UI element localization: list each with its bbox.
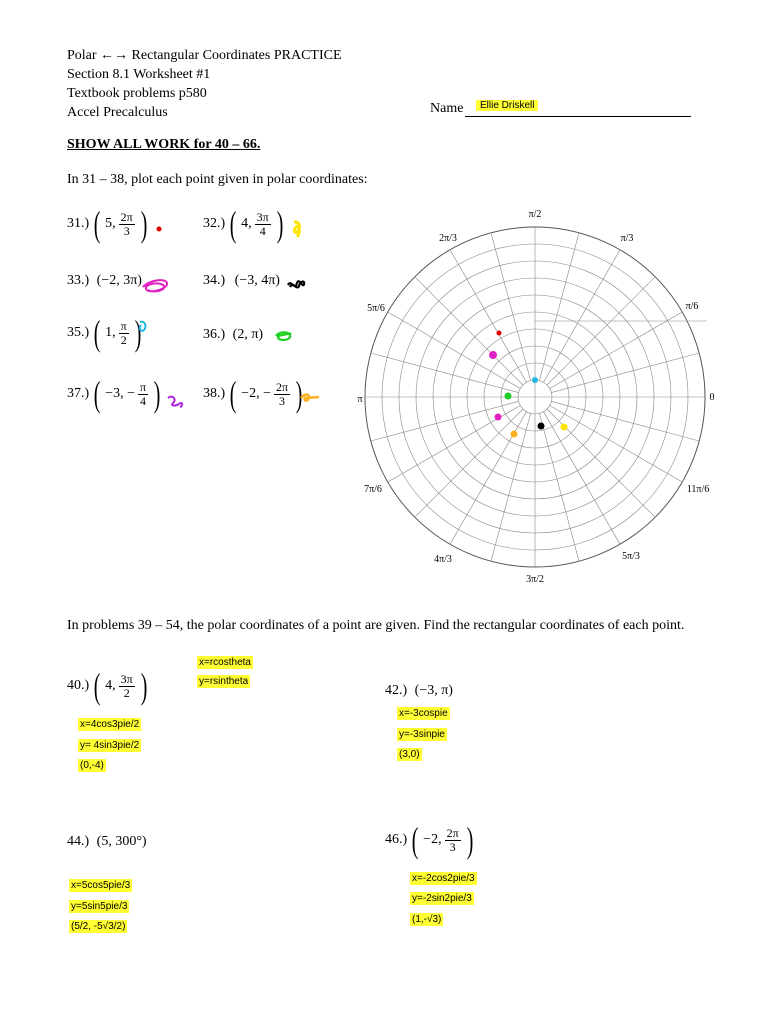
plot-mark-magenta [489,351,497,359]
green-scribble-mark [272,328,296,344]
answer-40-x [78,716,141,732]
fraction-denominator: 3 [449,839,456,854]
name-label: Name [430,101,464,116]
fraction-denominator: 3 [279,393,285,408]
angle-label-pi-6: π/6 [685,301,699,312]
angle-label-7pi-6: 7π/6 [364,484,382,495]
black-scribble-mark [285,277,307,293]
problem-label: 32.) [203,216,226,231]
red-scribble-mark [150,222,170,236]
answer-text: y= 4sin3pie/2 [80,740,140,751]
grid-spoke [550,406,683,483]
answer-44-x [69,877,132,893]
problem-term: 4, [105,678,116,693]
problem-44 [67,834,147,850]
answer-text: x=4cos3pie/2 [80,719,140,730]
fraction-denominator: 4 [140,393,146,408]
problem-term: −2, − [241,386,271,401]
answer-40-result [78,757,106,773]
name-line [465,116,691,117]
angle-label-pi-3: π/3 [620,233,634,244]
answer-text: x=-2cos2pie/3 [412,873,475,884]
formula-y-text: y=rsintheta [199,676,249,687]
problem-36 [203,327,263,343]
grid-spoke [539,413,579,561]
answer-text: y=5sin5pie/3 [71,901,128,912]
answer-text: (3,0) [399,749,420,760]
answer-text: (5/2, -5√3/2) [71,921,126,932]
problem-term: −2, [423,832,442,847]
problem-term: 4, [241,216,252,231]
answer-text: x=-3cospie [399,708,448,719]
worksheet-header [67,46,342,122]
problem-46: 46.) ( −2, $\frac{2\pi}{3}$ ) [385,820,473,860]
angle-label-5pi-6: 5π/6 [367,303,385,314]
problem-33 [67,273,142,289]
fraction-numerator: π [139,379,147,394]
fraction-numerator: 2π [446,825,459,840]
plot-mark-magenta-2 [495,414,502,421]
problem-label: 31.) [67,216,90,231]
problem-40: 40.) ( 4, $\frac{3\pi}{2}$ ) [67,666,148,706]
grid-spoke [491,413,531,561]
fraction-numerator: π [120,318,127,333]
answer-40-y [78,737,141,753]
problem-34 [203,273,280,289]
answer-42-y [397,726,447,742]
grid-spoke [371,401,519,441]
header-section: Section 8.1 Worksheet #1 [67,67,211,82]
answer-text: y=-2sin2pie/3 [412,893,472,904]
grid-spoke [415,409,523,517]
plot-mark-black [538,423,545,430]
grid-spoke [551,353,699,393]
problem-32: 32.) ( 4, $\frac{3\pi}{4}$ ) [203,204,284,244]
problem-term: −3, − [105,386,135,401]
grid-spoke [491,233,531,381]
problem-label: 42.) [385,683,408,698]
rect-instructions: In problems 39 – 54, the polar coordinates of a point are given. Find the rectangular coordinates of each point. [67,618,685,633]
show-work-heading: SHOW ALL WORK for 40 – 66. [67,137,261,152]
answer-44-result [69,918,127,934]
grid-spoke [547,277,655,385]
problem-term: (−2, 3π) [96,273,142,288]
problem-label: 36.) [203,327,226,342]
problem-term: (−3, 4π) [234,273,280,288]
angle-label-3pi-2: 3π/2 [526,574,544,585]
problem-42 [385,683,453,699]
answer-46-y [410,890,474,906]
answer-46-x [410,870,477,886]
angle-label-4pi-3: 4π/3 [434,554,452,565]
plot-mark-yellow [561,424,568,431]
problem-label: 33.) [67,273,90,288]
answer-42-result [397,746,422,762]
fraction-denominator: 4 [259,223,266,238]
grid-spoke [539,233,579,381]
grid-spoke [371,353,519,393]
problem-35: 35.) ( 1, $\frac{\pi}{2}$ ) [67,313,142,353]
fraction-denominator: 2 [123,685,130,700]
fraction-denominator: 2 [120,332,127,347]
polar-grid [340,200,720,590]
grid-spoke [550,312,683,389]
problem-term: 5, [105,216,116,231]
problem-term: (2, π) [232,327,264,342]
angle-label-0: 0 [709,392,715,403]
formula-y [197,673,250,689]
problem-label: 37.) [67,386,90,401]
problem-label: 34.) [203,273,226,288]
header-course: Accel Precalculus [67,105,168,120]
problem-label: 44.) [67,834,90,849]
fraction-numerator: 3π [120,671,133,686]
problem-label: 35.) [67,325,90,340]
name-field[interactable] [476,97,538,113]
plot-mark-green [505,393,512,400]
plot-mark-orange [511,431,518,438]
answer-46-result [410,911,443,927]
cyan-scribble-mark [135,318,151,338]
purple-scribble-mark [165,392,187,410]
yellow-scribble-mark [289,219,305,241]
fraction-numerator: 2π [275,379,289,394]
formula-x-text: x=rcostheta [199,657,251,668]
fraction-denominator: 3 [123,223,130,238]
plot-mark-cyan [532,377,538,383]
angle-label-pi-2: π/2 [528,209,542,220]
header-textbook: Textbook problems p580 [67,86,207,101]
answer-text: x=5cos5pie/3 [71,880,131,891]
name-value: Ellie Driskell [476,100,538,111]
problem-38: 38.) ( −2, − $\frac{2\pi}{3}$ ) [203,374,303,414]
problem-31: 31.) ( 5, $\frac{2\pi}{3}$ ) [67,204,148,244]
plot-mark-red [497,331,502,336]
answer-text: (0,-4) [80,760,104,771]
polar-grid-lines [365,227,710,567]
answer-44-y [69,898,129,914]
fraction-numerator: 2π [120,209,133,224]
magenta-scribble-mark [140,275,172,297]
answer-text: (1,-√3) [412,914,442,925]
problem-term: (5, 300°) [96,834,147,849]
formula-x [197,654,253,670]
angle-label-pi: π [357,394,363,405]
fraction-numerator: 3π [256,209,269,224]
problem-label: 46.) [385,832,408,847]
grid-spoke [450,250,527,382]
problem-37: 37.) ( −3, − $\frac{\pi}{4}$ ) [67,374,161,414]
problem-label: 40.) [67,678,90,693]
angle-label-2pi-3: 2π/3 [439,233,457,244]
problem-label: 38.) [203,386,226,401]
grid-spoke [544,412,621,545]
problem-term: 1, [105,325,116,340]
angle-label-11pi-6: 11π/6 [686,484,710,495]
plot-instructions: In 31 – 38, plot each point given in polar coordinates: [67,172,368,187]
answer-text: y=-3sinpie [399,729,445,740]
header-title: Polar ←→ Rectangular Coordinates PRACTICE [67,48,342,63]
problem-term: (−3, π) [414,683,453,698]
grid-spoke [544,250,621,382]
answer-42-x [397,705,450,721]
grid-spoke [551,401,699,441]
angle-label-5pi-3: 5π/3 [622,551,640,562]
grid-spoke [388,312,521,389]
orange-scribble-mark [298,390,322,406]
grid-spoke [415,277,523,385]
